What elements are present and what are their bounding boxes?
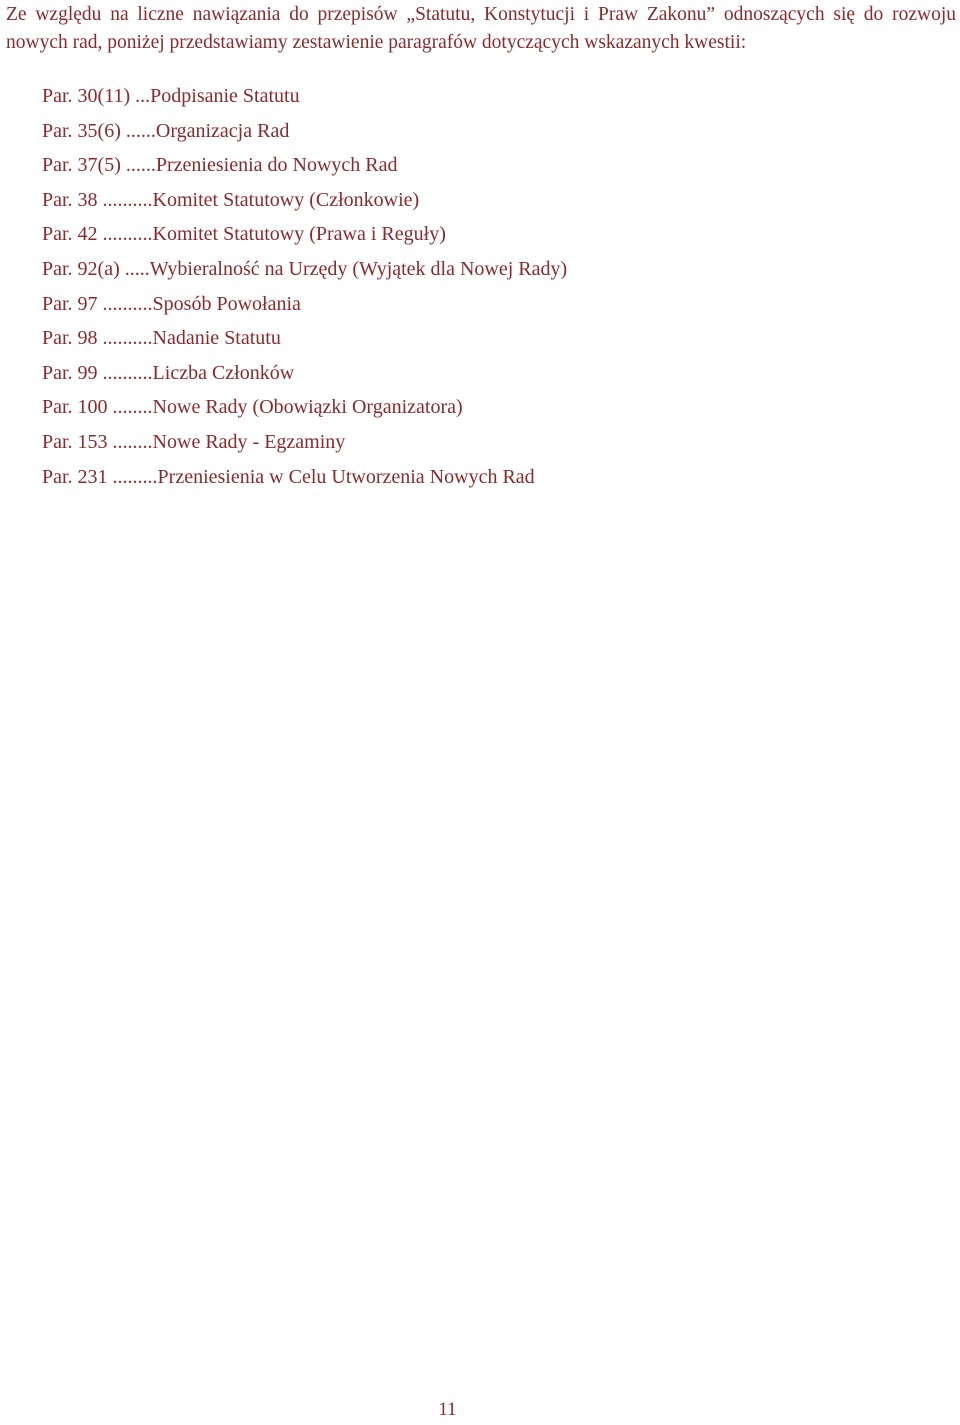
list-item: Par. 35(6) ......Organizacja Rad bbox=[42, 119, 290, 142]
intro-paragraph: Ze względu na liczne nawiązania do przepisów „Statutu, Konstytucji i Praw Zakonu” odnoszących się do rozwoju nowych rad, poniżej przedstawiamy zestawienie paragrafów dotyczących wskazanych kwestii: bbox=[6, 4, 956, 53]
list-item: Par. 38 ..........Komitet Statutowy (Członkowie) bbox=[42, 188, 420, 211]
list-item: Par. 99 ..........Liczba Członków bbox=[42, 361, 295, 384]
list-item: Par. 42 ..........Komitet Statutowy (Prawa i Reguły) bbox=[42, 223, 446, 246]
list-item: Par. 30(11) ...Podpisanie Statutu bbox=[42, 85, 300, 107]
list-item: Par. 92(a) .....Wybieralność na Urzędy (Wyjątek dla Nowej Rady) bbox=[42, 257, 568, 280]
list-item: Par. 100 ........Nowe Rady (Obowiązki Organizatora) bbox=[42, 396, 463, 419]
list-item: Par. 231 .........Przeniesienia w Celu Utworzenia Nowych Rad bbox=[42, 465, 535, 488]
list-item: Par. 97 ..........Sposób Powołania bbox=[42, 292, 301, 315]
page-number: 11 bbox=[438, 1399, 457, 1420]
list-item: Par. 37(5) ......Przeniesienia do Nowych Rad bbox=[42, 154, 398, 177]
list-item: Par. 98 ..........Nadanie Statutu bbox=[42, 327, 281, 350]
list-item: Par. 153 ........Nowe Rady - Egzaminy bbox=[42, 430, 346, 453]
paragraph-list bbox=[42, 82, 567, 497]
